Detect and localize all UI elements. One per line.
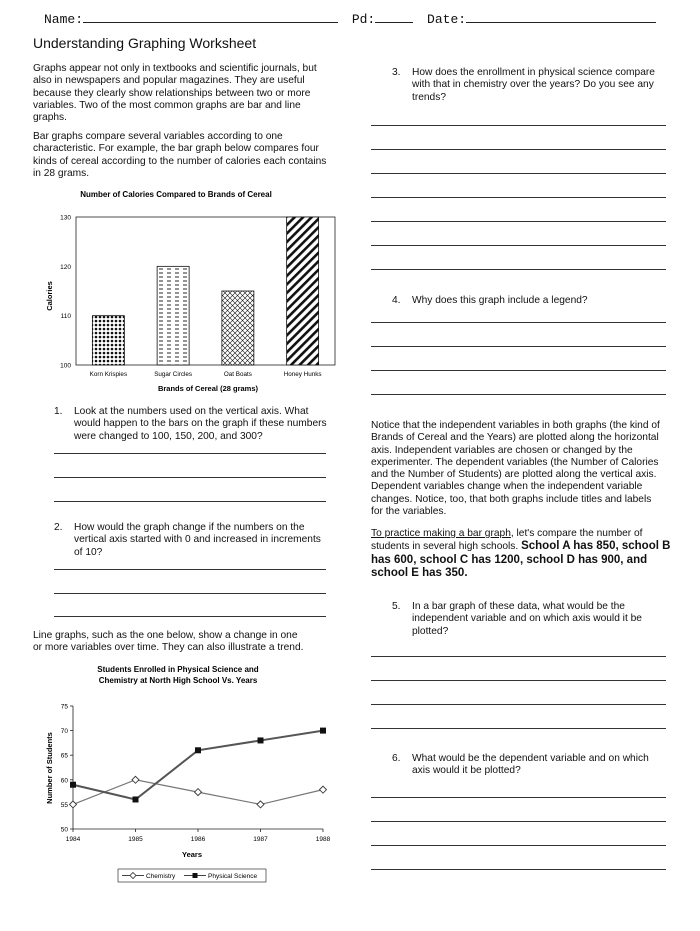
physical-science-point <box>258 737 264 743</box>
x-tick-label: 1987 <box>253 836 268 843</box>
physical-science-point <box>195 747 201 753</box>
answer-line[interactable] <box>371 322 666 323</box>
text-line: , let's compare the number of <box>510 528 643 539</box>
intro-paragraph <box>33 63 343 124</box>
question-text: trends? <box>412 91 446 103</box>
x-tick-label: Sugar Circles <box>154 371 193 378</box>
y-tick-label: 120 <box>60 263 71 271</box>
answer-line[interactable] <box>54 477 326 478</box>
physical-science-point <box>320 728 326 734</box>
answer-line[interactable] <box>371 125 666 126</box>
answer-line[interactable] <box>371 821 666 822</box>
legend-swatch-marker <box>193 873 198 878</box>
question-text: vertical axis started with 0 and increased in increments <box>74 534 321 546</box>
question-number: 4. <box>392 295 401 306</box>
line-chart-title: Students Enrolled in Physical Science and <box>97 665 259 674</box>
practice-link-text: To practice making a bar graph <box>371 528 511 539</box>
school-data: school E has 350. <box>371 566 468 579</box>
answer-line[interactable] <box>371 221 666 222</box>
bar <box>287 217 319 365</box>
text-line: characteristic. For example, the bar graph below compares four <box>33 143 319 155</box>
pd-label: Pd: <box>351 12 376 27</box>
worksheet-header <box>44 10 656 27</box>
answer-line[interactable] <box>371 797 666 798</box>
question-number: 3. <box>392 67 401 78</box>
answer-line[interactable] <box>54 616 326 617</box>
text-line: because they clearly show relationships between two or more <box>33 87 311 99</box>
answer-line[interactable] <box>371 346 666 347</box>
answer-line[interactable] <box>371 680 666 681</box>
answer-line[interactable] <box>371 704 666 705</box>
chemistry-point <box>320 786 327 793</box>
line-chart-xlabel: Years <box>181 850 203 859</box>
answer-line[interactable] <box>371 728 666 729</box>
chemistry-point <box>132 776 139 783</box>
bar <box>157 266 189 365</box>
y-tick-label: 55 <box>60 801 68 809</box>
question-text: with that in chemistry over the years? Do you see any <box>412 79 654 91</box>
x-tick-label: 1984 <box>65 836 81 843</box>
chemistry-point <box>195 789 202 796</box>
x-tick-label: 1986 <box>190 836 206 843</box>
y-tick-label: 70 <box>60 728 68 736</box>
bar-graph-intro <box>33 131 343 180</box>
pd-field[interactable] <box>375 10 413 23</box>
question-number: 2. <box>54 522 63 533</box>
answer-line[interactable] <box>371 656 666 657</box>
text-line: Line graphs, such as the one below, show a change in one <box>33 630 298 641</box>
school-data: has 600, school C has 1200, school D has 900, and <box>371 553 648 566</box>
date-label: Date: <box>427 12 467 27</box>
question-text: would happen to the bars on the graph if these numbers <box>74 418 327 430</box>
question-text: plotted? <box>412 625 449 637</box>
page-title: Understanding Graphing Worksheet <box>33 35 257 51</box>
text-line: Brands of Cereal and the Years) are plotted along the horizontal <box>371 432 659 444</box>
question-text: How does the enrollment in physical science compare <box>412 67 655 78</box>
answer-line[interactable] <box>371 869 666 870</box>
question-2 <box>54 522 344 562</box>
answer-line[interactable] <box>54 501 326 502</box>
answer-line[interactable] <box>371 149 666 150</box>
question-text: axis would it be plotted? <box>412 765 521 777</box>
question-number: 5. <box>392 601 401 612</box>
legend-label: Physical Science <box>208 873 258 880</box>
text-line: in 28 grams. <box>33 167 90 179</box>
text-line: variables. Two of the most common graphs are bar and line <box>33 99 301 111</box>
answer-line[interactable] <box>371 269 666 270</box>
date-field[interactable] <box>466 10 656 23</box>
line-chart <box>30 660 340 888</box>
bar-chart <box>30 183 340 398</box>
chemistry-point <box>70 801 77 808</box>
text-line: Dependent variables change when the independent variable <box>371 481 643 493</box>
question-5 <box>392 601 682 641</box>
answer-line[interactable] <box>371 370 666 371</box>
question-text: In a bar graph of these data, what would be the <box>412 601 625 612</box>
question-text: of 10? <box>74 546 103 558</box>
line-chart-ylabel: Number of Students <box>45 732 54 804</box>
text-line: experimenter. The dependent variables (the Number of Calories <box>371 456 659 468</box>
answer-line[interactable] <box>371 394 666 395</box>
question-1 <box>54 406 344 446</box>
answer-line[interactable] <box>371 845 666 846</box>
text-line: axis. Independent variables are chosen or changed by the <box>371 444 633 456</box>
y-tick-label: 100 <box>60 362 71 370</box>
y-tick-label: 65 <box>60 752 68 760</box>
question-text: Look at the numbers used on the vertical axis. What <box>74 406 309 417</box>
bar <box>92 316 124 365</box>
question-4 <box>392 295 682 309</box>
chemistry-point <box>257 801 264 808</box>
x-tick-label: Honey Hunks <box>283 371 322 378</box>
bar-chart-xlabel: Brands of Cereal (28 grams) <box>157 384 259 393</box>
bar-chart-ylabel: Calories <box>45 281 54 311</box>
question-text: What would be the dependent variable and on which <box>412 753 649 764</box>
text-line: Bar graphs compare several variables according to one <box>33 131 283 142</box>
physical-science-point <box>70 782 76 788</box>
bar-chart-title: Number of Calories Compared to Brands of Cereal <box>80 190 272 199</box>
question-text: How would the graph change if the numbers on the <box>74 522 305 533</box>
question-6 <box>392 753 682 781</box>
y-tick-label: 130 <box>60 214 71 222</box>
line-chart-title: Chemistry at North High School Vs. Years <box>98 676 258 685</box>
text-line: kinds of cereal according to the number of calories each contains <box>33 155 327 167</box>
text-line: or more variables over time. They can also illustrate a trend. <box>33 642 304 654</box>
text-line: students in several high schools. <box>371 541 519 553</box>
answer-line[interactable] <box>371 197 666 198</box>
answer-line[interactable] <box>371 173 666 174</box>
x-tick-label: Korn Krispies <box>89 371 128 378</box>
question-number: 6. <box>392 753 401 764</box>
x-tick-label: 1988 <box>315 836 331 843</box>
y-tick-label: 50 <box>60 826 68 834</box>
line-graph-intro <box>33 630 343 655</box>
bar <box>222 291 254 365</box>
legend-label: Chemistry <box>146 873 176 880</box>
y-tick-label: 110 <box>60 313 71 321</box>
text-line: and the Number of Students) are plotted along the vertical axis. <box>371 469 657 481</box>
answer-line[interactable] <box>371 245 666 246</box>
text-line: graphs. <box>33 112 67 124</box>
question-text: Why does this graph include a legend? <box>412 295 588 306</box>
notice-paragraph <box>371 420 681 518</box>
question-text: independent variable and on which axis would it be <box>412 613 642 625</box>
answer-line[interactable] <box>54 569 326 570</box>
text-line: for the variables. <box>371 506 447 518</box>
text-line: Graphs appear not only in textbooks and scientific journals, but <box>33 63 317 74</box>
answer-line[interactable] <box>54 453 326 454</box>
text-line: also in newspapers and popular magazines. They are useful <box>33 75 305 87</box>
physical-science-point <box>133 796 139 802</box>
school-data: School A has 850, school B <box>521 540 671 553</box>
y-tick-label: 75 <box>60 703 68 711</box>
x-tick-label: Oat Boats <box>223 371 252 378</box>
question-3 <box>392 67 682 107</box>
question-text: were changed to 100, 150, 200, and 300? <box>74 430 263 442</box>
name-label: Name: <box>44 12 84 27</box>
answer-line[interactable] <box>54 593 326 594</box>
practice-paragraph <box>371 528 681 580</box>
x-tick-label: 1985 <box>128 836 143 843</box>
question-number: 1. <box>54 406 63 417</box>
name-field[interactable] <box>83 10 338 23</box>
text-line: Notice that the independent variables in both graphs (the kind of <box>371 420 660 431</box>
text-line: changes. Notice, too, that both graphs include titles and labels <box>371 493 652 505</box>
y-tick-label: 60 <box>60 777 68 785</box>
